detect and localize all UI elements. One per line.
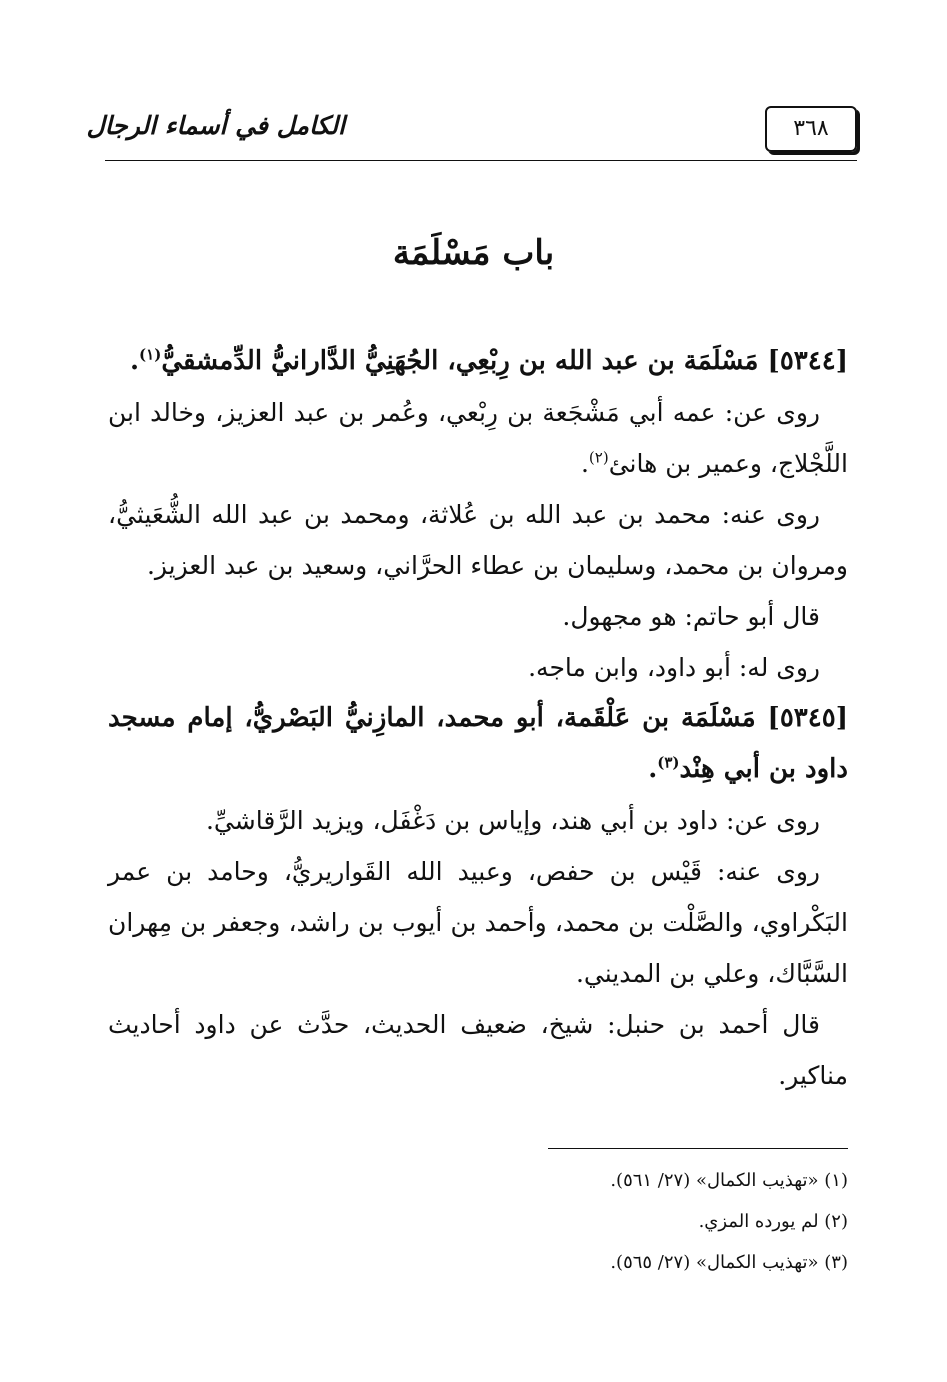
running-header xyxy=(86,98,857,162)
opinion-paragraph: قال أبو حاتم: هو مجهول. xyxy=(562,602,820,631)
heading-end: . xyxy=(129,346,140,376)
narrated-from-paragraph: روى عن: داود بن أبي هند، وإياس بن دَغْفَل، ويزيد الرَّقاشيِّ. xyxy=(205,806,820,835)
narrated-from-text: روى عن: عمه أبي مَشْجَعة بن رِبْعي، وعُمر بن عبد العزيز، وخالد ابن اللَّجْلاج، وعمير بن هانئ xyxy=(108,398,848,478)
entry-heading xyxy=(108,693,848,795)
footnote-ref: (٢) xyxy=(588,448,609,467)
footnote-ref: (١) xyxy=(139,345,162,364)
footnote-ref: (٣) xyxy=(657,753,680,772)
reported-by-paragraph: روى له: أبو داود، وابن ماجه. xyxy=(528,653,820,682)
footnote: (٣) «تهذيب الكمال» (٢٧/ ٥٦٥). xyxy=(610,1252,848,1273)
book-title: الكامل في أسماء الرجال xyxy=(86,111,345,140)
narrated-by-paragraph: روى عنه: محمد بن عبد الله بن عُلاثة، ومحمد بن عبد الله الشُّعَيثيُّ، ومروان بن محمد، وسليمان بن عطاء الحرَّاني، وسعيد بن عبد العزيز. xyxy=(108,500,848,580)
footnote: (٢) لم يورده المزي. xyxy=(698,1211,848,1232)
header-rule xyxy=(105,160,857,161)
narrated-by-paragraph: روى عنه: قَيْس بن حفص، وعبيد الله القَواريريُّ، وحامد بن عمر البَكْراوي، والصَّلْت بن محمد، وأحمد بن أيوب بن راشد، وجعفر بن مِهران السَّبَّاك، وعلي بن المديني. xyxy=(108,857,848,988)
footnote-separator xyxy=(548,1148,848,1149)
heading-end: . xyxy=(648,754,658,784)
narrated-from-paragraph xyxy=(108,387,848,489)
entry-heading xyxy=(108,336,848,387)
page-number: ٣٦٨ xyxy=(765,106,857,152)
footnotes xyxy=(300,1160,848,1283)
entry-heading-text: [٥٣٤٤] مَسْلَمَة بن عبد الله بن رِبْعِي، الجُهَنِيُّ الدَّارانيُّ الدِّمشقيُّ xyxy=(161,346,848,376)
page-body xyxy=(108,336,848,1101)
entry-heading-text: [٥٣٤٥] مَسْلَمَة بن عَلْقَمة، أبو محمد، المازِنيُّ البَصْريُّ، إمام مسجد داود بن أبي هِنْد xyxy=(108,703,848,784)
chapter-title: باب مَسْلَمَة xyxy=(392,233,555,273)
footnote: (١) «تهذيب الكمال» (٢٧/ ٥٦١). xyxy=(610,1170,848,1191)
paragraph-end: . xyxy=(580,449,589,478)
opinion-paragraph: قال أحمد بن حنبل: شيخ، ضعيف الحديث، حدَّث عن داود أحاديث مناكير. xyxy=(108,1010,848,1090)
